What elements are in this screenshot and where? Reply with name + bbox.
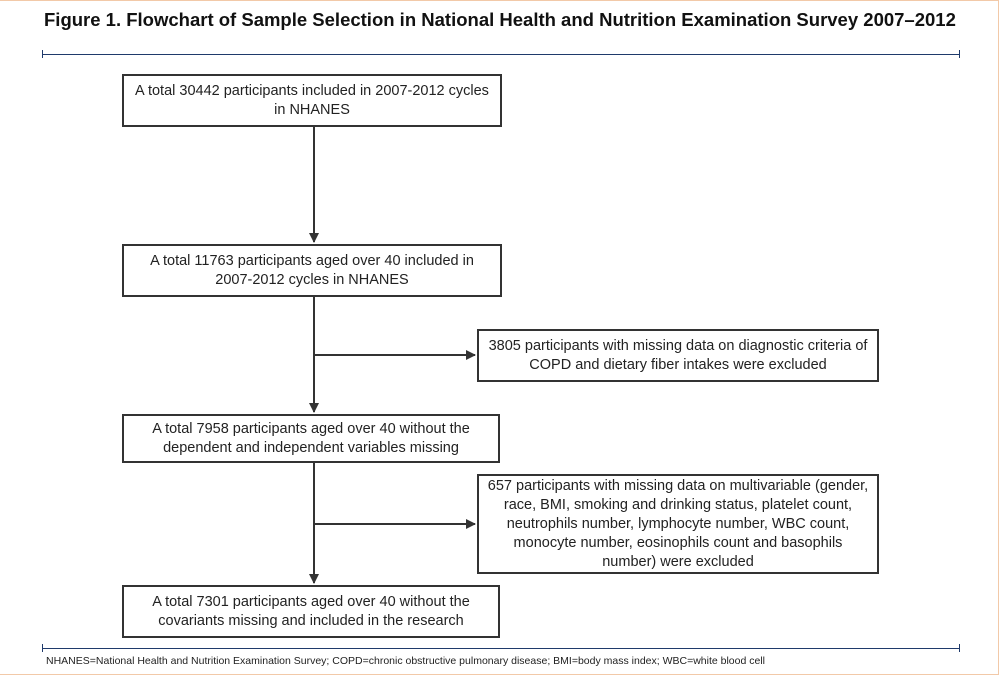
flow-box-step3: A total 7958 participants aged over 40 without the dependent and independent variables missing <box>122 414 500 463</box>
exclusion-box-1: 3805 participants with missing data on diagnostic criteria of COPD and dietary fiber intakes were excluded <box>477 329 879 382</box>
exclusion-box-2: 657 participants with missing data on multivariable (gender, race, BMI, smoking and drinking status, platelet count, neutrophils number, lymphocyte number, WBC count, monocyte number, eosinophils count and basophils number) were excluded <box>477 474 879 574</box>
figure-title: Figure 1. Flowchart of Sample Selection in National Health and Nutrition Examination Survey 2007–2012 <box>44 9 956 30</box>
flow-box-step1: A total 30442 participants included in 2007-2012 cycles in NHANES <box>122 74 502 127</box>
footnote-rule <box>42 648 960 649</box>
flow-box-step4: A total 7301 participants aged over 40 without the covariants missing and included in the research <box>122 585 500 638</box>
figure-footnote: NHANES=National Health and Nutrition Examination Survey; COPD=chronic obstructive pulmonary disease; BMI=body mass index; WBC=white blood cell <box>46 655 765 667</box>
flow-box-step2: A total 11763 participants aged over 40 included in 2007-2012 cycles in NHANES <box>122 244 502 297</box>
